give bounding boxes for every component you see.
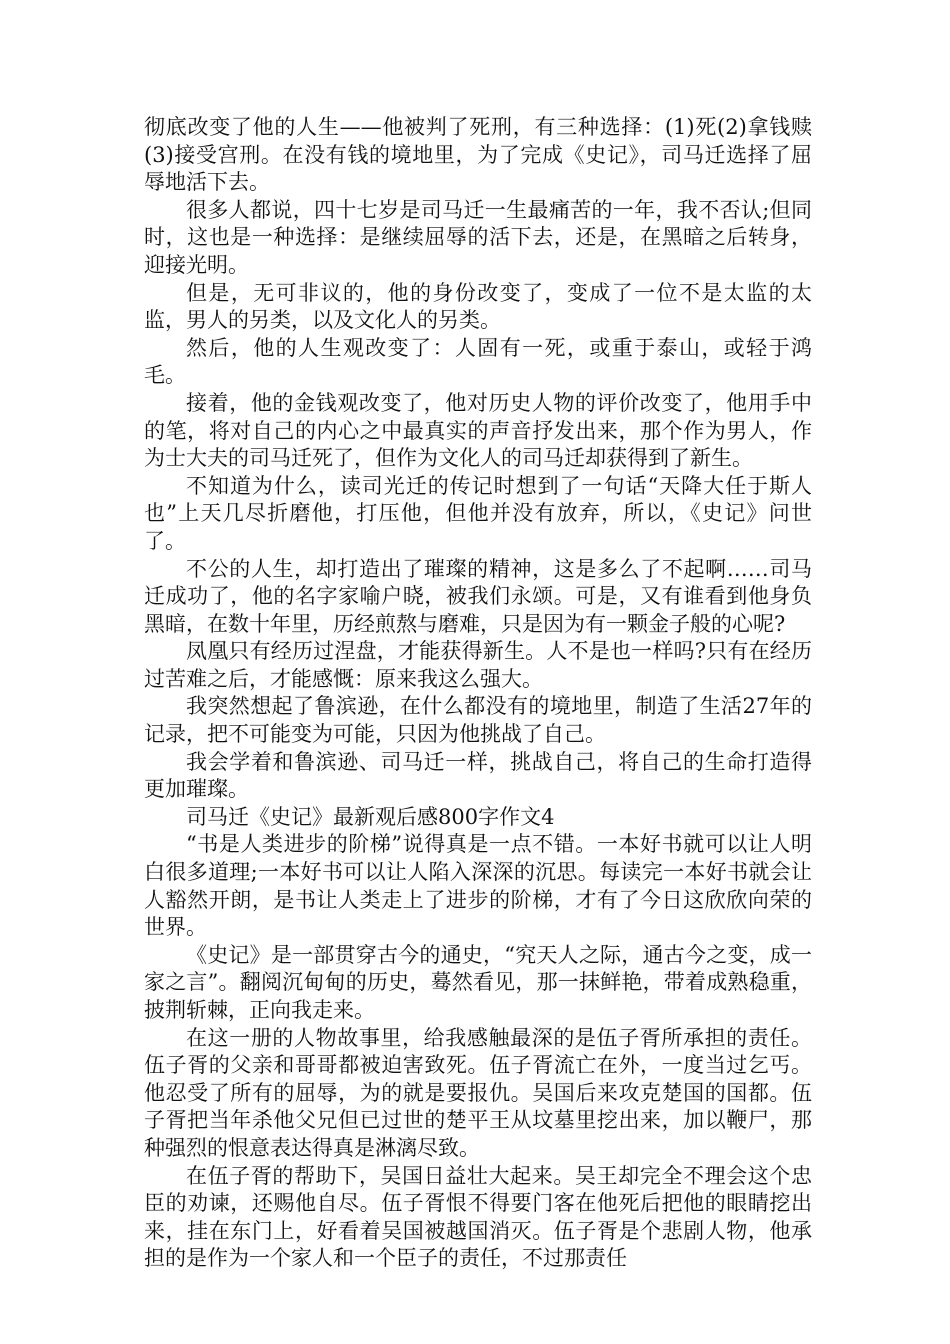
section-title: 司马迁《史记》最新观后感800字作文4	[186, 804, 555, 829]
paragraph: 不知道为什么，读司光迁的传记时想到了一句话“天降大任于斯人也”上天几尽折磨他，打压他，但他并没有放弃，所以，《史记》问世了。	[144, 473, 812, 553]
paragraph: 我会学着和鲁滨逊、司马迁一样，挑战自己，将自己的生命打造得更加璀璨。	[144, 749, 812, 802]
paragraph: 很多人都说，四十七岁是司马迁一生最痛苦的一年，我不否认;但同时，这也是一种选择：是继续屈辱的活下去，还是，在黑暗之后转身，迎接光明。	[144, 197, 812, 277]
paragraph: 不公的人生，却打造出了璀璨的精神，这是多么了不起啊……司马迁成功了，他的名字家喻户晓，被我们永颂。可是，又有谁看到他身负黑暗，在数十年里，历经煎熬与磨难，只是因为有一颗金子般的心呢?	[144, 556, 812, 636]
document-page	[144, 114, 812, 1273]
paragraph: 在这一册的人物故事里，给我感触最深的是伍子胥所承担的责任。伍子胥的父亲和哥哥都被迫害致死。伍子胥流亡在外，一度当过乞丐。他忍受了所有的屈辱，为的就是要报仇。吴国后来攻克楚国的国都。伍子胥把当年杀他父兄但已过世的楚平王从坟墓里挖出来，加以鞭尸，那种强烈的恨意表达得真是淋漓尽致。	[144, 1025, 812, 1160]
paragraph: 接着，他的金钱观改变了，他对历史人物的评价改变了，他用手中的笔，将对自己的内心之中最真实的声音抒发出来，那个作为男人，作为士大夫的司马迁死了，但作为文化人的司马迁却获得到了新生。	[144, 390, 812, 471]
paragraph: 凤凰只有经历过涅盘，才能获得新生。人不是也一样吗?只有在经历过苦难之后，才能感慨：原来我这么强大。	[144, 639, 812, 691]
paragraph: 然后，他的人生观改变了：人固有一死，或重于泰山，或轻于鸿毛。	[144, 335, 812, 388]
paragraph: 在伍子胥的帮助下，吴国日益壮大起来。吴王却完全不理会这个忠臣的劝谏，还赐他自尽。伍子胥恨不得要门客在他死后把他的眼睛挖出来，挂在东门上，好看着吴国被越国消灭。伍子胥是个悲剧人物，他承担的是作为一个家人和一个臣子的责任，不过那责任	[144, 1163, 812, 1271]
paragraph: 《史记》是一部贯穿古今的通史，“究天人之际，通古今之变，成一家之言”。翻阅沉甸甸的历史，蓦然看见，那一抹鲜艳，带着成熟稳重，披荆斩棘，正向我走来。	[144, 942, 812, 1022]
paragraph: “书是人类进步的阶梯”说得真是一点不错。一本好书就可以让人明白很多道理;一本好书可以让人陷入深深的沉思。每读完一本好书就会让人豁然开朗，是书让人类走上了进步的阶梯，才有了今日这欣欣向荣的世界。	[144, 832, 812, 940]
paragraph: 我突然想起了鲁滨逊，在什么都没有的境地里，制造了生活27年的记录，把不可能变为可能，只因为他挑战了自己。	[144, 694, 812, 747]
paragraph: 但是，无可非议的，他的身份改变了，变成了一位不是太监的太监，男人的另类，以及文化人的另类。	[144, 280, 812, 333]
paragraph: 彻底改变了他的人生——他被判了死刑，有三种选择：(1)死(2)拿钱赎(3)接受宫刑。在没有钱的境地里，为了完成《史记》，司马迁选择了屈辱地活下去。	[144, 115, 812, 195]
